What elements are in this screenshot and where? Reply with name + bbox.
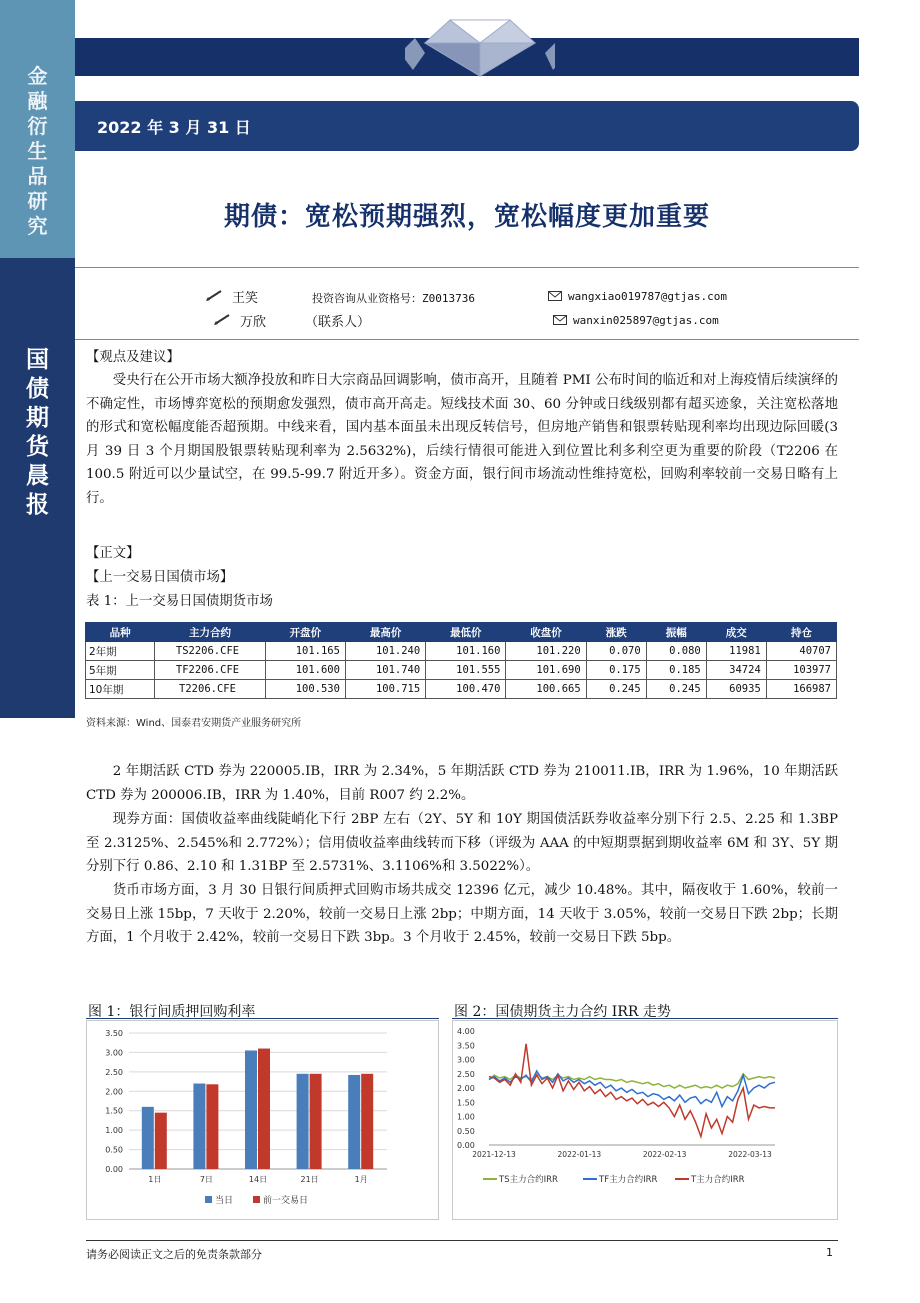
sidebar-char: 晨 [26, 463, 49, 489]
table-cell: 100.715 [345, 680, 425, 699]
table-cell: 34724 [706, 661, 766, 680]
views-paragraph: 受央行在公开市场大额净投放和昨日大宗商品回调影响，债市高开，且随着 PMI 公布时间的临近和对上海疫情后续演绎的不确定性，市场博弈宽松的预期愈发强烈，债市高开高走。短线技术面 30、60 分钟或日线级别都有超买迹象，关注宽松落地的形式和宽松幅度能否超预期。中线来看，国内基本面虽未出现反转信号，但房地产销售和银票转贴现利率均出现边际回暖(3 月 39 日 3 个月期国股银票转贴现利率为 2.5632%)，后续行情很可能进入到位置比利多利空更为重要的阶段（T2206 在 100.5 附近可以少量试空，在 99.5-99.7 附近开多）。资金方面，银行间市场流动性维持宽松，回购利率较前一交易日略有上行。 [86, 373, 838, 506]
sidebar-char: 品 [27, 164, 48, 188]
sidebar-char: 金 [27, 64, 48, 88]
table-cell: 5年期 [86, 661, 155, 680]
y-tick-label: 3.50 [457, 1041, 475, 1051]
y-tick-label: 0.00 [105, 1165, 123, 1174]
figure2-title: 图 2：国债期货主力合约 IRR 走势 [454, 1004, 671, 1020]
x-tick-label: 2021-12-13 [472, 1150, 516, 1159]
table-cell: 101.555 [426, 661, 506, 680]
y-tick-label: 0.50 [457, 1126, 475, 1136]
table-cell: 2年期 [86, 642, 155, 661]
table-cell: 0.185 [646, 661, 706, 680]
y-tick-label: 2.00 [105, 1087, 123, 1097]
report-date: 2022 年 3 月 31 日 [97, 118, 251, 137]
bar [348, 1075, 360, 1169]
sidebar-char: 货 [26, 434, 49, 460]
table-cell: 166987 [766, 680, 836, 699]
mail-icon [548, 291, 562, 301]
table-row [86, 642, 837, 661]
table-cell: 101.220 [506, 642, 586, 661]
legend-label: 当日 [215, 1196, 234, 1206]
y-tick-label: 1.00 [457, 1112, 475, 1122]
sidebar-char: 生 [27, 139, 48, 163]
author-name: 王笑 [232, 291, 259, 306]
legend-label: T主力合约IRR [691, 1175, 745, 1185]
column-header: 涨跌 [586, 623, 646, 642]
bar [155, 1113, 167, 1169]
y-tick-label: 1.50 [105, 1106, 123, 1116]
page-title: 期债：宽松预期强烈，宽松幅度更加重要 [223, 202, 710, 232]
author-email-link[interactable]: wangxiao019787@gtjas.com [568, 290, 727, 303]
table-caption: 表 1：上一交易日国债期货市场 [86, 594, 273, 609]
column-header: 品种 [86, 623, 155, 642]
table-cell: 60935 [706, 680, 766, 699]
author-divider [75, 339, 859, 340]
author-name: 万欣 [240, 315, 267, 330]
column-header: 振幅 [646, 623, 706, 642]
pen-icon [213, 312, 233, 326]
footer-divider [86, 1240, 838, 1241]
repo-rate-chart [87, 1021, 438, 1219]
bar [310, 1074, 322, 1169]
table-cell: T2206.CFE [155, 680, 266, 699]
sidebar-char: 报 [26, 492, 49, 518]
repo-rate-chart-frame [86, 1020, 439, 1220]
sidebar-bottom-band [0, 258, 75, 718]
title-divider [75, 267, 859, 268]
table-cell: 0.175 [586, 661, 646, 680]
series-line [489, 1071, 775, 1107]
table-cell: 100.470 [426, 680, 506, 699]
table-cell: 101.165 [265, 642, 345, 661]
page-number: 1 [826, 1246, 833, 1259]
table-cell: 0.245 [586, 680, 646, 699]
legend-label: 前一交易日 [263, 1196, 309, 1206]
table-source: 资料来源：Wind、国泰君安期货产业服务研究所 [86, 718, 302, 729]
cash-bond-paragraph: 现券方面：国债收益率曲线陡峭化下行 2BP 左右（2Y、5Y 和 10Y 期国债活跃券收益率分别下行 2.5、2.25 和 1.3BP 至 2.3125%、2.545%和 2.772%）；信用债收益率曲线转而下移（评级为 AAA 的中短期票据到期收益率 6M 和 3Y、5Y 期分别下行 0.86、2.10 和 1.31BP 至 2.5731%、3.1106%和 3.5022%）。 [86, 812, 838, 874]
x-tick-label: 21日 [300, 1175, 319, 1184]
column-header: 收盘价 [506, 623, 586, 642]
table-cell: 103977 [766, 661, 836, 680]
x-tick-label: 2022-03-13 [728, 1150, 772, 1159]
date-bar [75, 101, 859, 151]
sidebar-char: 研 [27, 189, 48, 213]
legend-label: TF主力合约IRR [599, 1175, 658, 1185]
bar [297, 1074, 309, 1169]
x-tick-label: 1月 [354, 1175, 368, 1184]
sidebar-char: 期 [26, 405, 49, 431]
table-cell: 40707 [766, 642, 836, 661]
table-header-row [86, 623, 837, 642]
author-qualification: 投资咨询从业资格号：Z0013736 [312, 292, 475, 305]
bar [258, 1049, 270, 1169]
table-cell: TS2206.CFE [155, 642, 266, 661]
y-tick-label: 3.50 [105, 1029, 123, 1038]
column-header: 主力合约 [155, 623, 266, 642]
footer-disclaimer: 请务必阅读正文之后的免责条款部分 [86, 1248, 262, 1261]
y-tick-label: 0.50 [105, 1145, 123, 1155]
bar [361, 1074, 373, 1169]
bar [245, 1050, 257, 1169]
legend-swatch [253, 1196, 260, 1203]
x-tick-label: 1日 [148, 1175, 162, 1184]
y-tick-label: 1.50 [457, 1098, 475, 1108]
table-cell: 100.530 [265, 680, 345, 699]
table-cell: 101.600 [265, 661, 345, 680]
author-email-link[interactable]: wanxin025897@gtjas.com [573, 314, 719, 327]
y-tick-label: 2.00 [457, 1084, 475, 1093]
sidebar-report-label [0, 346, 75, 520]
bar [142, 1107, 154, 1169]
table-cell: 10年期 [86, 680, 155, 699]
x-tick-label: 7日 [199, 1175, 213, 1184]
column-header: 开盘价 [265, 623, 345, 642]
table-cell: 101.740 [345, 661, 425, 680]
table-cell: 11981 [706, 642, 766, 661]
top-banner [75, 38, 859, 76]
pen-icon [205, 288, 225, 302]
legend-label: TS主力合约IRR [499, 1175, 558, 1185]
sidebar-char: 衍 [27, 114, 48, 138]
bar [193, 1084, 205, 1169]
sidebar-char: 国 [26, 347, 49, 373]
table-cell: 0.080 [646, 642, 706, 661]
sidebar-char: 债 [26, 376, 49, 402]
market-heading: 【上一交易日国债市场】 [86, 570, 234, 585]
table-cell: 0.245 [646, 680, 706, 699]
column-header: 最低价 [426, 623, 506, 642]
table-row [86, 680, 837, 699]
y-tick-label: 2.50 [457, 1069, 475, 1079]
ctd-paragraph: 2 年期活跃 CTD 券为 220005.IB，IRR 为 2.34%，5 年期活跃 CTD 券为 210011.IB，IRR 为 1.96%，10 年期活跃 CTD 券为 200006.IB，IRR 为 1.40%，目前 R007 约 2.2%。 [86, 764, 838, 803]
money-market-paragraph: 货币市场方面，3 月 30 日银行间质押式回购市场共成交 12396 亿元，减少 10.48%。其中，隔夜收于 1.60%，较前一交易日上涨 15bp，7 天收于 2.20%，较前一交易日上涨 2bp；中期方面，14 天收于 3.05%，较前一交易日下跌 2bp；长期方面，1 个月收于 2.42%，较前一交易日下跌 3bp。3 个月收于 2.45%，较前一交易日下跌 5bp。 [86, 883, 838, 945]
irr-chart-frame [452, 1020, 838, 1220]
author-qualification: （联系人） [305, 315, 371, 330]
table-cell: 101.240 [345, 642, 425, 661]
table-cell: 0.070 [586, 642, 646, 661]
diamond-logo-icon [405, 8, 555, 78]
table-row [86, 661, 837, 680]
body-heading: 【正文】 [86, 546, 140, 561]
mail-icon [553, 315, 567, 325]
y-tick-label: 4.00 [457, 1027, 475, 1036]
y-tick-label: 1.00 [105, 1126, 123, 1136]
column-header: 成交 [706, 623, 766, 642]
sidebar-char: 融 [27, 89, 48, 113]
sidebar-top-band [0, 0, 75, 258]
sidebar-char: 究 [27, 214, 48, 238]
market-table [85, 622, 837, 699]
sidebar-category-label [0, 64, 75, 239]
table-cell: 101.160 [426, 642, 506, 661]
y-tick-label: 3.00 [105, 1048, 123, 1058]
x-tick-label: 2022-02-13 [642, 1150, 687, 1159]
x-tick-label: 2022-01-13 [557, 1150, 602, 1159]
figure1-title: 图 1：银行间质押回购利率 [88, 1004, 256, 1020]
views-heading: 【观点及建议】 [86, 350, 180, 365]
irr-chart [453, 1021, 837, 1219]
x-tick-label: 14日 [248, 1175, 268, 1184]
table-cell: 101.690 [506, 661, 586, 680]
column-header: 持仓 [766, 623, 836, 642]
y-tick-label: 3.00 [457, 1055, 475, 1065]
legend-swatch [205, 1196, 212, 1203]
bar [206, 1084, 218, 1169]
y-tick-label: 2.50 [105, 1067, 123, 1077]
table-cell: TF2206.CFE [155, 661, 266, 680]
table-cell: 100.665 [506, 680, 586, 699]
y-tick-label: 0.00 [457, 1141, 475, 1150]
column-header: 最高价 [345, 623, 425, 642]
